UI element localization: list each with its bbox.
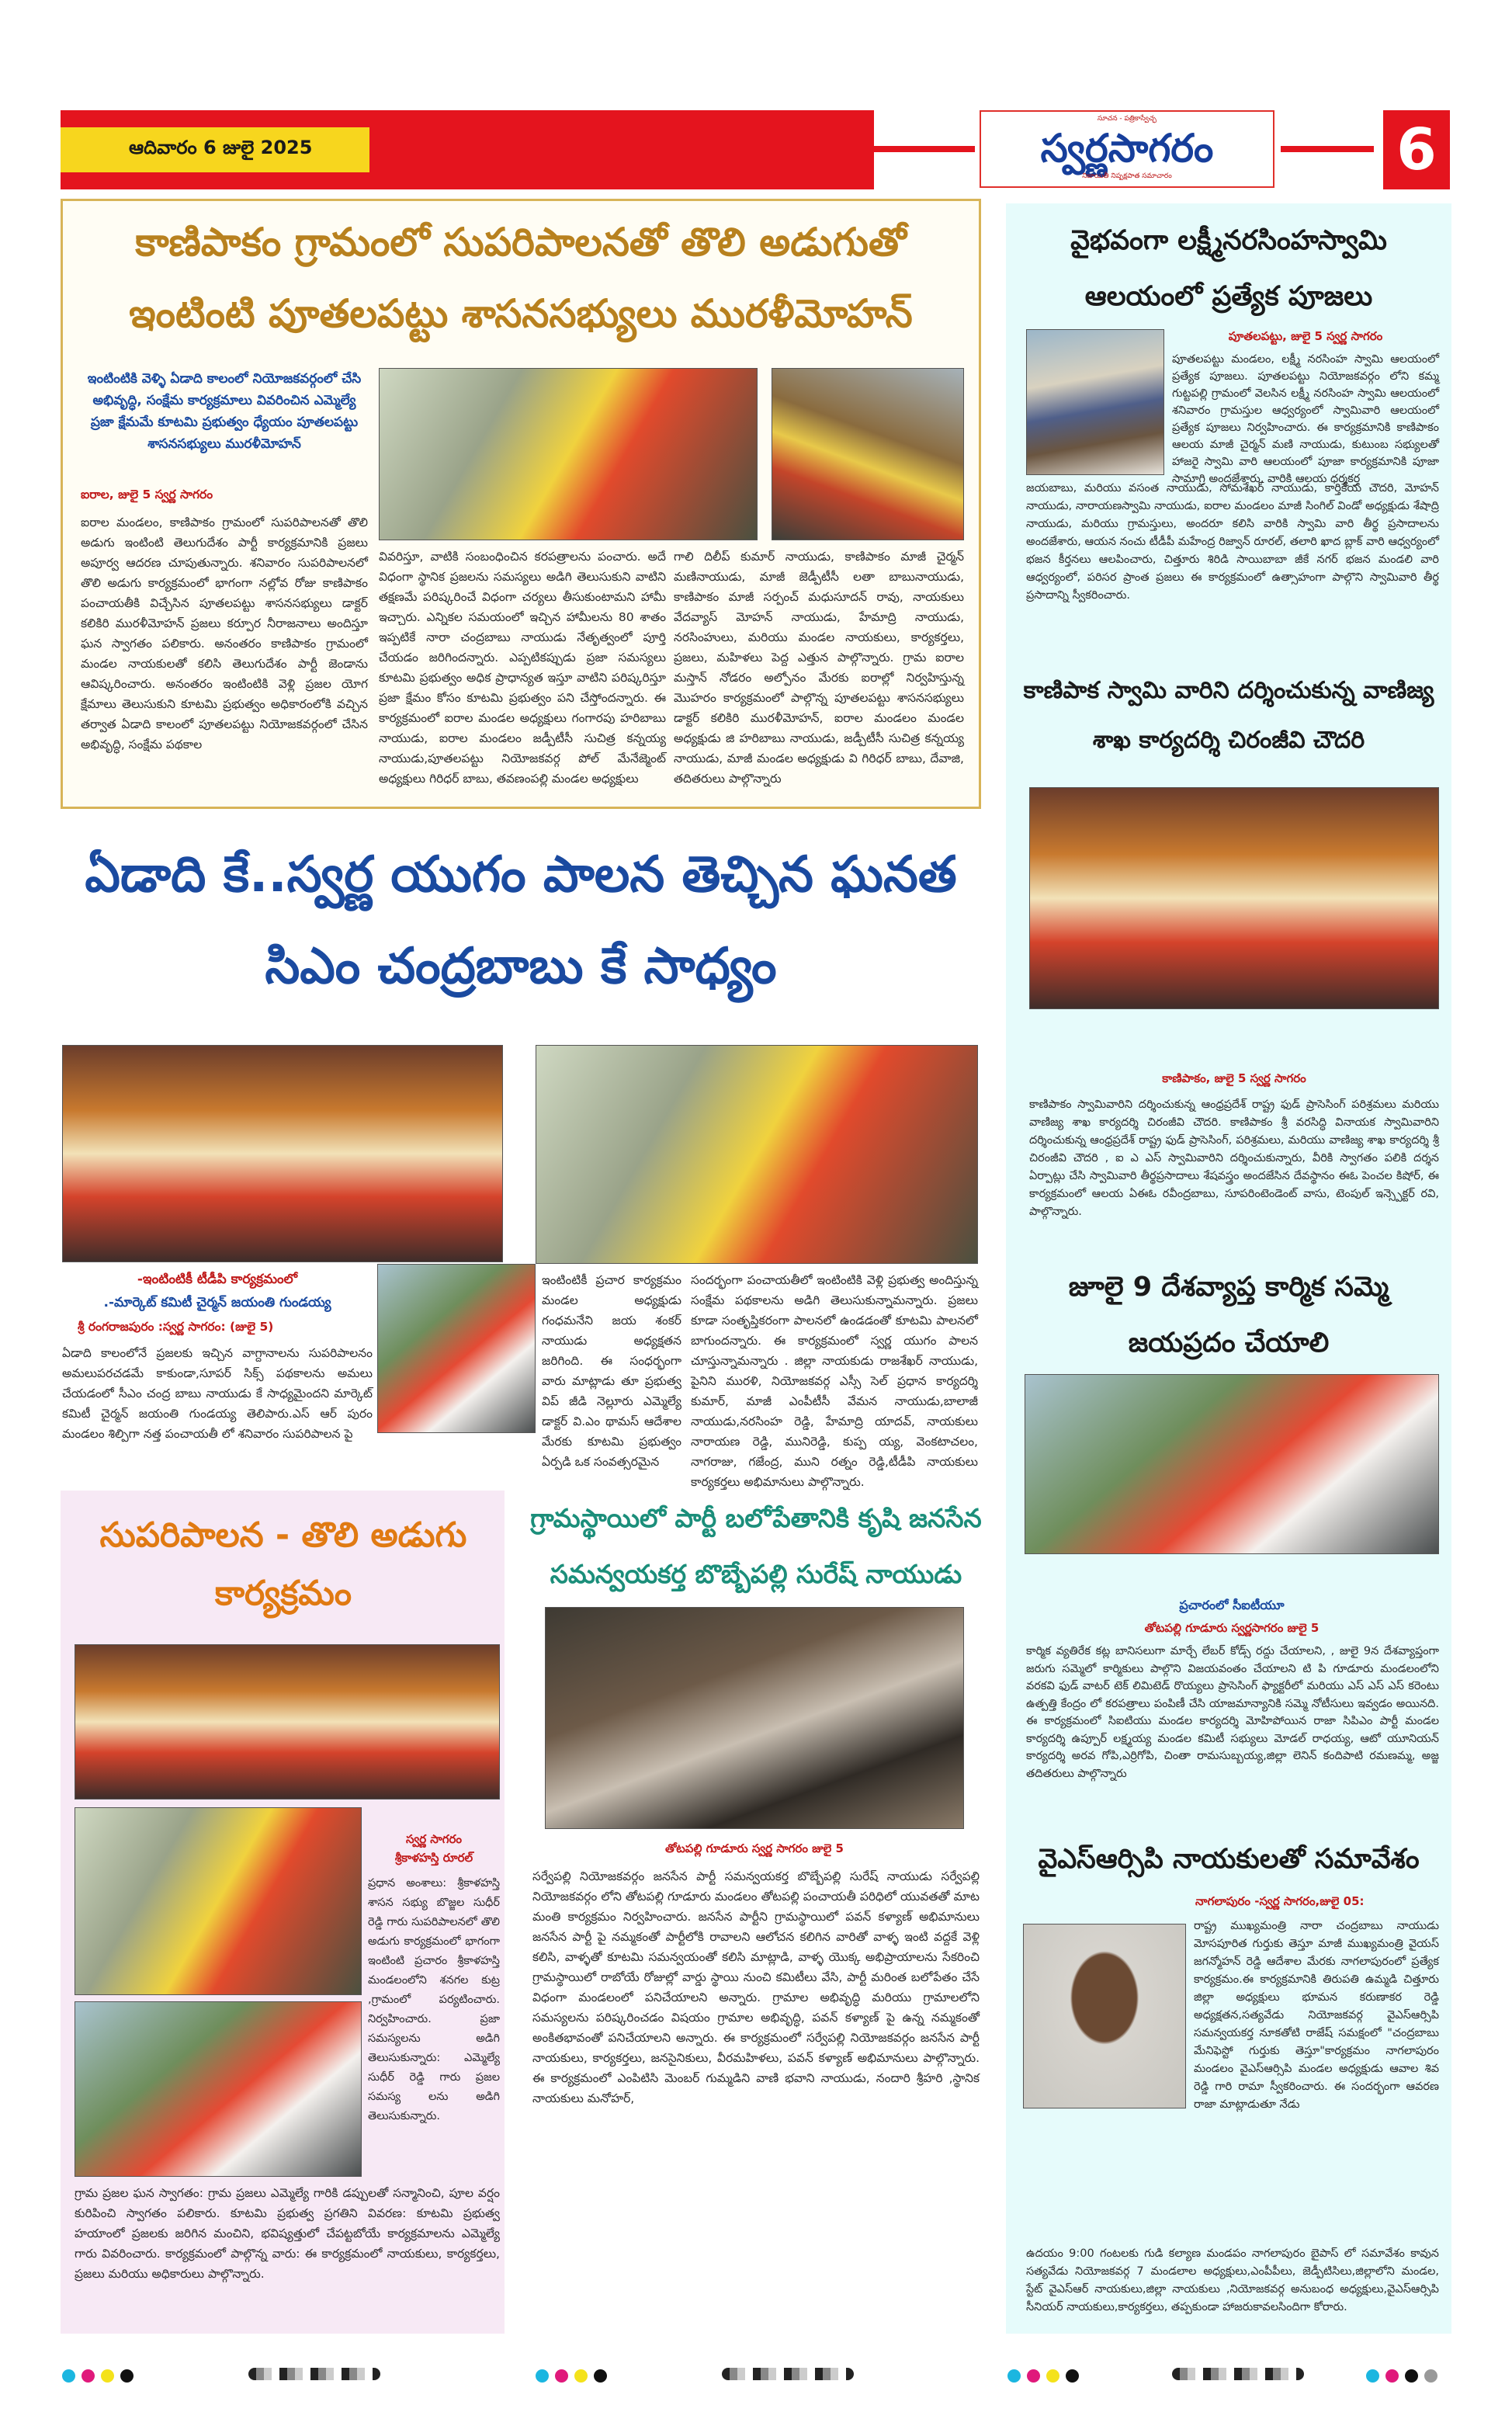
logo-name: స్వర్ణసాగరం	[1040, 125, 1214, 171]
reg-dot-magenta	[555, 2369, 568, 2383]
date-bar	[61, 110, 369, 189]
story6-body: కాణిపాకం స్వామివారిని దర్శించుకున్న ఆంధ్రప్రదేశ్ రాష్ట్ర ఫుడ్ ప్రాసెసింగ్ పరిశ్రమలు మరియు వాణిజ్య శాఖ కార్యదర్శి చిరంజీవి చౌదరి. కాణిపాకం శ్రీ వరసిద్ధి వినాయక స్వామివారిని దర్శించుకున్న ఆంధ్రప్రదేశ్ రాష్ట్ర ఫుడ్ ప్రాసెసింగ్, పరిశ్రమలు, మరియు వాణిజ్య శాఖ కార్యదర్శి శ్రీ చిరంజీవి చౌదరి , ఐ ఎ ఎస్ స్వామివారిని దర్శించుకున్నారు, వీరికి స్వాగతం పలికి దర్శన ఏర్పాట్లు చేసి స్వామివారి తీర్థప్రసాదాలు శేషవస్త్రం అందజేసిన దేవస్థానం ఈఓ పెంచల కిషోర్, ఈ కార్యక్రమంలో ఆలయ ఏఈఓ రవీంద్రబాబు, సూపరింటెండెంట్ వాసు, టెంపుల్ ఇన్స్పెక్టర్ రవి, పాల్గొన్నారు.	[1029, 1098, 1439, 1218]
story2-photo-3	[377, 1264, 536, 1433]
registration-strip-left	[62, 2368, 134, 2383]
masthead-rule-right	[1281, 146, 1374, 152]
story3-headline: సుపరిపాలన - తొలి అడుగు కార్యక్రమం	[99, 1515, 467, 1613]
story8-portrait	[1023, 1924, 1186, 2108]
reg-dot-cyan	[62, 2369, 75, 2383]
reg-dot-black	[120, 2369, 134, 2383]
story8-headline: వైఎస్ఆర్సిపి నాయకులతో సమావేశం	[1038, 1844, 1420, 1875]
reg-dot-yellow	[101, 2369, 114, 2383]
story1-summary	[81, 368, 368, 484]
reg-dot-grey	[1424, 2369, 1437, 2383]
story2-photo-1	[62, 1045, 503, 1262]
story3-photo-1	[75, 1644, 500, 1800]
story4-body: సర్వేపల్లి నియోజకవర్గం జనసేన పార్టీ సమన్వయకర్త బొబ్బేపల్లి సురేష్ నాయుడు సర్వేపల్లి నియోజకవర్గం లోని తోటపల్లి గూడూరు మండలం తోటపల్లి పంచాయతీ పరిధిలో యువతతో మాట మంతి కార్యక్రమం నిర్వహించారు. జనసేన పార్టీని గ్రామస్థాయిలో పవన్ కళ్యాణ్ అభిమానులు జనసేన పార్టీ పై నమ్మకంతో పార్టీలోకి రావాలని ఆలోచన కలిగిన వారితో వాళ్ళ ఇంటి వద్దకే వెళ్లి కలిసి, వాళ్ళతో కూటమి సమన్వయంతో కలిసి మాట్లాడి, వాళ్ళ యొక్క అభిప్రాయాలను సేకరించి గ్రామస్థాయిలో రాబోయే రోజుల్లో వార్డు స్థాయి నుంచి కమిటీలు వేసి, పార్టీ మరింత బలోపేతం చేసే విధంగా మండలంలో పనిచేయాలని అన్నారు. గ్రామాల అభివృద్ధి మరియు గ్రామాలలోని సమస్యలను పరిష్కరించడం విషయం గ్రామాల అభివృద్ధి, పవన్ కళ్యాణ్ పై ఉన్న నమ్మకంతో అంకితభావంతో పనిచేయాలని అన్నారు. ఈ కార్యక్రమంలో సర్వేపల్లి నియోజకవర్గం జనసేన పార్టీ నాయకులు, కార్యకర్తలు, జనసైనికులు, వీరమహిళలు, పవన్ కళ్యాణ్ అభిమానులు పాల్గొన్నారు. ఈ కార్యక్రమంలో ఎంపిటిసి మెంబర్ గుమ్మడిని వాణి భవాని నాయుడు, నందారి శ్రీహరి ,స్థానిక నాయకులు మనోహర్,	[532, 1869, 980, 2105]
story2-col1: ఏడాది కాలంలోనే ప్రజలకు ఇచ్చిన వాగ్దానాలను సుపరిపాలనం అమలుపరచడమే కాకుండా,సూపర్ సిక్స్ పథకాలను అమలు చేయడంలో సీఎం చంద్ర బాబు నాయుడు కే సాధ్యమైందని మార్కెట్ కమిటీ చైర్మన్ జయంతి గుండయ్య తెలిపారు.ఎస్ ఆర్ పురం మండలం శిల్పిగా నత్త పంచాయతీ లో శనివారం సుపరిపాలన పై	[62, 1346, 373, 1441]
registration-strip-right	[1007, 2368, 1079, 2383]
registration-bar-1	[248, 2368, 380, 2380]
story5-photo	[1026, 329, 1164, 475]
story8-body-side: రాష్ట్ర ముఖ్యమంత్రి నారా చంద్రబాబు నాయుడు మోసపూరిత గుర్తుకు తెస్తూ మాజీ ముఖ్యమంత్రి వైయస్ జగన్మోహన్ రెడ్డి ఆదేశాల మేరకు నాగలాపురంలో ప్రత్యేక కార్యక్రమం.ఈ కార్యక్రమానికి తిరుపతి ఉమ్మడి చిత్తూరు జిల్లా అధ్యక్షులు భూమన కరుణాకర రెడ్డి అధ్యక్షతన,సత్యవేడు నియోజకవర్గ వైఎస్ఆర్సిపి సమన్వయకర్త నూకతోటి రాజేష్ సమక్షంలో "చంద్రబాబు మేనిఫెస్టో గుర్తుకు తెస్తూ"కార్యక్రమం నాగలాపురం మండలం వైఎస్ఆర్సిపి మండల అధ్యక్షుడు ఆవాల శివ రెడ్డి గారి రామా స్వీకరించారు. ఈ సందర్భంగా ఆవరణ రాజా మాట్లాడుతూ నేడు	[1194, 1920, 1439, 2111]
story2-col3: సందర్భంగా పంచాయతీలో ఇంటింటికి వెళ్లి ప్రభుత్వ అందిస్తున్న సంక్షేమ పథకాలను అడిగి తెలుసుకున్నామన్నారు. ప్రజలు కూడా సంతృప్తికరంగా పాలనలో ఉండడంతో కూటమి పాలనలో బాగుందన్నారు. ఈ కార్యక్రమంలో స్వర్ణ యుగం పాలన చూస్తున్నామన్నారు . జిల్లా నాయకుడు రాజశేఖర్ నాయుడు, పైనిని మురళి, నియోజకవర్గ ఎస్సీ సెల్ ప్రధాన కార్యదర్శి కుమార్, మాజీ ఎంపీటీసీ వేమన నాయుడు,బాలాజీ నాయుడు,నరసింహ రెడ్డి, హేమాద్రి యాదవ్, నాయకులు నారాయణ రెడ్డి, మునిరెడ్డి, కుప్ప య్య, వెంకటాచలం, నాగరాజు, గజేంద్ర, ముని రత్నం రెడ్డి,టీడీపి నాయకులు కార్యకర్తలు అభిమానులు పాల్గొన్నారు.	[691, 1273, 978, 1489]
masthead-rule-left	[874, 146, 975, 152]
reg-dot-magenta	[81, 2369, 95, 2383]
story7-photo	[1025, 1374, 1439, 1554]
issue-date: ఆదివారం 6 జులై 2025	[61, 127, 369, 172]
reg-dot-cyan	[1007, 2369, 1021, 2383]
story2-dateline: శ్రీ రంగరాజపురం :స్వర్ణ సాగరం: (జులై 5)	[78, 1320, 274, 1334]
reg-dot-yellow	[1046, 2369, 1059, 2383]
story3-side-text: ప్రధాన అంశాలు: శ్రీకాళహస్తి శాసన సభ్యు బొజ్జల సుధీర్ రెడ్డి గారు సుపరిపాలనలో తొలి అడుగు కార్యక్రమంలో భాగంగా ఇంటింటి ప్రచారం శ్రీకాళహస్తి మండలంలోని శనగల కుట్ర ,గ్రామంలో పర్యటించారు. నిర్వహించారు. ప్రజా సమస్యలను అడిగి తెలుసుకున్నారు: ఎమ్మెల్యే సుధీర్ రెడ్డి గారు ప్రజల సమస్య లను అడిగి తెలుసుకున్నారు.	[368, 1877, 500, 2122]
story2-col2: ఇంటింటికీ ప్రచార కార్యక్రమం మండల అధ్యక్షుడు గంధమనేని జయ శంకర్ నాయుడు అధ్యక్షతన జరిగింది. ఈ సంధర్భంగా వారు మాట్లాడు తూ ప్రభుత్వ విప్ జీడి నెల్లూరు ఎమ్మెల్యే డాక్టర్ వి.ఎం థామస్ ఆదేశాల మేరకు కూటమి ప్రభుత్వం ఏర్పడి ఒక సంవత్సరమైన	[542, 1273, 681, 1469]
story3-dateline-line1: స్వర్ణ సాగరం	[405, 1832, 463, 1846]
logo-subtitle: నిజాయితీ నిష్పక్షపాత సమాచారం	[1082, 172, 1172, 180]
newspaper-logo	[980, 110, 1274, 188]
story6-photo	[1029, 787, 1439, 1009]
story2-caption-line1: -ఇంటింటికీ టీడీపి కార్యక్రమంలో	[137, 1272, 298, 1287]
registration-bar-3	[1172, 2368, 1304, 2380]
story2-caption-line2: .-మార్కెట్ కమిటీ చైర్మన్ జయంతి గుండయ్య	[103, 1295, 331, 1310]
story4-headline: గ్రామస్థాయిలో పార్టీ బలోపేతానికి కృషి జనసేన సమన్వయకర్త బొబ్బేపల్లి సురేష్ నాయుడు	[530, 1503, 982, 1589]
story3-photo-3	[75, 2001, 362, 2177]
story5-body-bottom: జయబాబు, మరియు వసంత నాయుడు, సోమశేఖర్ నాయుడు, కార్తికేయ చౌదరి, మోహన్ నాయుడు, నారాయణస్వామి నాయుడు, ఐరాల మండలం మాజీ సింగిల్ విండో అధ్యక్షుడు శేషాద్రి నాయుడు, మరియు గ్రామస్తులు, అందరూ కలిసి వారికి స్వామి వారి తీర్థ ప్రసాదాలను అందజేశారు, ఆయన నంచు టీడీపీ మహేంద్ర రిజ్వాన్ రూరల్, తలారి ఖాద బ్లాక్ వారి ఆధ్వర్యంలో భజన కీర్తనలు ఆలపించారు, చిత్తూరు శిరిడి సాయిబాబా జీకే నగర్ భజన మండలి వారి ఆధ్వర్యంలో, పరిసర ప్రాంత ప్రజలు ఈ కార్యక్రమంలో ఉత్సాహంగా పాల్గొని స్వామివారి తీర్థ ప్రసాదాన్ని స్వీకరించారు.	[1026, 482, 1439, 602]
registration-strip-far-right	[1366, 2368, 1437, 2383]
reg-dot-black	[1405, 2369, 1418, 2383]
story1-headline: కాణిపాకం గ్రామంలో సుపరిపాలనతో తొలి అడుగుతో ఇంటింటి పూతలపట్టు శాసనసభ్యులు మురళీమోహన్	[129, 220, 913, 336]
reg-dot-black	[1066, 2369, 1079, 2383]
story1-col3: గాలి దిలీప్ కుమార్ నాయుడు, కాణిపాకం మాజీ చైర్మన్ మణినాయుడు, మాజీ జెడ్పీటీసీ లతా బాబునాయుడు, కాణిపాకం మాజీ సర్పంచ్ మధుసూదన్ రావు, నాయకులు వేదవ్యాస్ మోహన్ నాయుడు, హేమాద్రి నాయుడు, నరసింహులు, మరియు మండల నాయకులు, కార్యకర్తలు, ప్రజలు, మహిళలు పెద్ద ఎత్తున పాల్గొన్నారు. గ్రామ ఐరాల మస్తాన్ నోడరం అల్పోనం మేరకు ఐరాల్లో నిర్వహిస్తున్న మొహరం కార్యక్రమంలో పాల్గొన్న పూతలపట్టు శాసనసభ్యులు డాక్టర్ కలికిరి మురళీమోహన్, ఐరాల మండలం మండల అధ్యక్షుడు జి హరిబాబు నాయుడు, జడ్పీటీసీ సుచిత్ర కన్నయ్య నాయుడు, మాజీ మండల అధ్యక్షుడు వి గిరిధర్ బాబు, దేవాజి, తదితరులు పాల్గొన్నారు	[674, 550, 964, 786]
story6-headline: కాణిపాక స్వామి వారిని దర్శించుకున్న వాణిజ్య శాఖ కార్యదర్శి చిరంజీవి చౌదరి	[1023, 677, 1434, 754]
reg-dot-magenta	[1385, 2369, 1399, 2383]
story5-body-top: పూతలపట్టు మండలం, లక్ష్మీ నరసింహ స్వామి ఆలయంలో ప్రత్యేక పూజలు. పూతలపట్టు నియోజకవర్గం లోని కమ్మ గుట్టపల్లి గ్రామంలో వెలసిన లక్ష్మీ నరసింహ స్వామి ఆలయంలో శనివారం గ్రామస్తుల ఆధ్వర్యంలో స్వామివారి ఆలయంలో ప్రత్యేక పూజలు నిర్వహించారు. ఈ కార్యక్రమానికి కాణిపాకం ఆలయ మాజీ చైర్మన్ మణి నాయుడు, కుటుంబ సభ్యులతో హాజరై స్వామి వారి ఆలయంలో పూజా కార్యక్రమానికి పూజా సామాగ్రి అందజేశారు, వారికి ఆలయ ధర్మకర్త	[1172, 353, 1439, 485]
story7-caption: ప్రచారంలో సీఐటీయూ	[1179, 1598, 1285, 1612]
reg-dot-yellow	[574, 2369, 588, 2383]
story1-dateline: ఐరాల, జులై 5 స్వర్ణ సాగరం	[81, 488, 213, 502]
story2-headline: ఏడాది కే..స్వర్ణ యుగం పాలన తెచ్చిన ఘనత సిఎం చంద్రబాబు కే సాధ్యం	[85, 846, 957, 995]
story1-summary-text: ఇంటింటికి వెళ్ళి ఏడాది కాలంలో నియోజకవర్గంలో చేసి అభివృద్ధి, సంక్షేమ కార్యక్రమాలు వివరించిన ఎమ్మెల్యే ప్రజా క్షేమమే కూటమి ప్రభుత్వం ధ్యేయం పూతలపట్టు శాసనసభ్యులు మురళీమోహన్	[87, 371, 362, 452]
story7-headline: జూలై 9 దేశవ్యాప్త కార్మిక సమ్మె జయప్రదం చేయాలి	[1068, 1272, 1389, 1359]
reg-dot-cyan	[536, 2369, 549, 2383]
page-number: 6	[1383, 110, 1450, 189]
masthead-red-band	[369, 110, 874, 189]
registration-strip-mid	[536, 2368, 607, 2383]
story3-bottom-text: గ్రామ ప్రజల ఘన స్వాగతం: గ్రామ ప్రజలు ఎమ్మెల్యే గారికి డప్పులతో సన్మానించి, పూల వర్షం కురిపించి స్వాగతం పలికారు. కూటమి ప్రభుత్వ ప్రగతిని వివరణ: కూటమి ప్రభుత్వ హయాంలో ప్రజలకు జరిగిన మంచిని, భవిష్యత్తులో చేపట్టబోయే కార్యక్రమాలను ఎమ్మెల్యే గారు వివరించారు. కార్యక్రమంలో పాల్గొన్న వారు: ఈ కార్యక్రమంలో నాయకులు, కార్యకర్తలు, ప్రజలు మరియు అధికారులు పాల్గొన్నారు.	[75, 2186, 500, 2281]
story1-col2: వివరిస్తూ, వాటికి సంబంధించిన కరపత్రాలను పంచారు. అదే విధంగా స్థానిక ప్రజలను సమస్యలు అడిగి తెలుసుకుని వాటిని తక్షణమే పరిష్కరించే విధంగా చర్యలు తీసుకుంటామని హామీ ఇచ్చారు. ఎన్నికల సమయంలో ఇచ్చిన హామీలను 80 శాతం ఇప్పటికే నారా చంద్రబాబు నాయుడు నేతృత్వంలో పూర్తి చేయడం జరిగిందన్నారు. ఎప్పటికప్పుడు ప్రజా సమస్యలు కూటమి ప్రభుత్వం అధిక ప్రాధాన్యత ఇస్తూ వాటిని పరిష్కరిస్తూ ప్రజా క్షేమం కోసం కూటమి ప్రభుత్వం పని చేస్తోందన్నారు. ఈ కార్యక్రమంలో ఐరాల మండల అధ్యక్షులు గంగారపు హరిబాబు నాయుడు, ఐరాల మండలం జడ్పీటీసీ సుచిత్ర కన్నయ్య నాయుడు,పూతలపట్టు నియోజకవర్గ పోల్ మేనేజ్మెంట్ అధ్యక్షులు గిరిధర్ బాబు, తవణంపల్లి మండల అధ్యక్షులు	[379, 550, 666, 786]
story1-photo-1	[379, 368, 758, 540]
reg-dot-cyan	[1366, 2369, 1379, 2383]
story1-photo-2	[772, 368, 964, 540]
story8-dateline: నాగలాపురం -స్వర్ణ సాగరం,జులై 05:	[1195, 1894, 1365, 1908]
reg-dot-magenta	[1027, 2369, 1040, 2383]
story2-photo-2	[536, 1045, 978, 1264]
registration-bar-2	[722, 2368, 854, 2380]
story3-photo-2	[75, 1807, 362, 1995]
story7-dateline: తోటపల్లి గూడూరు స్వర్ణసాగరం జులై 5	[1144, 1621, 1320, 1635]
logo-tagline: సూచన - పత్రికాస్వేచ్ఛ	[1098, 115, 1157, 123]
story1-col1: ఐరాల మండలం, కాణిపాకం గ్రామంలో సుపరిపాలనతో తొలి అడుగు ఇంటింటి తెలుగుదేశం పార్టీ కార్యక్రమానికి ప్రజలు అపూర్వ ఆదరణ చూపుతున్నారు. శనివారం సుపరిపాలనలో తొలి అడుగు కార్యక్రమంలో భాగంగా నల్లోవ రోజు కాణిపాకం పంచాయతీకి విచ్చేసిన పూతలపట్టు శాసనసభ్యులు డాక్టర్ కలికిరి మురళీమోహన్ ప్రజలు కర్పూర నీరాజనాలు అందిస్తూ ఘన స్వాగతం పలికారు. అనంతరం కాణిపాకం గ్రామంలో మండల నాయకులతో కలిసి తెలుగుదేశం పార్టీ జెండాను ఆవిష్కరించారు. అనంతరం ఇంటింటికి వెళ్లి ప్రజల యోగ క్షేమాలు తెలుసుకుని కూటమి ప్రభుత్వం అధికారంలోకి వచ్చిన తర్వాత ఏడాది కాలంలో పూతలపట్టు నియోజకవర్గంలో చేసిన అభివృద్ధి, సంక్షేమ పథకాల	[81, 515, 368, 751]
story8-body-bottom: ఉదయం 9:00 గంటలకు గుడి కల్యాణ మండపం నాగలాపురం బైపాస్ లో సమావేశం కావున సత్యవేడు నియోజకవర్గ 7 మండలాల అధ్యక్షులు,ఎంపీపీలు, జెడ్పీటిసిలు,జిల్లాలోని మండల, స్టేట్ వైఎస్ఆర్ నాయకులు,జిల్లా నాయకులు ,నియోజకవర్గ అనుబంధ అధ్యక్షులు,వైఎస్ఆర్సిపి సీనియర్ నాయకులు,కార్యకర్తలు, తప్పకుండా హాజరుకావలసిందిగా కోరారు.	[1026, 2247, 1439, 2313]
story5-dateline: పూతలపట్టు, జులై 5 స్వర్ణ సాగరం	[1228, 329, 1383, 343]
story7-body: కార్మిక వ్యతిరేక కట్ల బానిసలుగా మార్చే లేబర్ కోడ్స్ రద్దు చేయాలని, , జులై 9న దేశవ్యాప్తంగా జరుగు సమ్మెలో కార్మికులు పాల్గొని విజయవంతం చేయాలని టి పి గూడూరు మండలంలోని వరకవి ఫుడ్ వాటర్ టెక్ లిమిటెడ్ రొయ్యలు ప్రాసెసింగ్ ఫ్యాక్టరీలో మరియు ఎస్ ఎస్ ఎస్ కరెంటు ఉత్పత్తి కేంద్రం లో కరపత్రాలు పంపిణీ చేసి యాజమాన్యానికి సమ్మె నోటీసులు ఇవ్వడం అయినది. ఈ కార్యక్రమంలో సిఐటియు మండల కార్యదర్శి మోహిపోయిన రాజా సిపిఎం పార్టీ మండల కార్యదర్శి ఉప్పూర్ లక్ష్మయ్య మండల కమిటీ సభ్యులు మోడల్ రాధయ్య, ఆటో యూనియన్ కార్యదర్శి అరవ గోపి,ఎర్రిగోపి, చింతా రామసుబ్బయ్య,జిల్లా లెనిన్ కందిపాటి రమణమ్మ, అజ్జ తదితరులు పాల్గొన్నారు	[1026, 1645, 1439, 1780]
reg-dot-black	[594, 2369, 607, 2383]
story4-dateline: తోటపల్లి గూడూరు స్వర్ణ సాగరం జులై 5	[665, 1841, 844, 1855]
story5-headline: వైభవంగా లక్ష్మీనరసింహస్వామి ఆలయంలో ప్రత్యేక పూజలు	[1070, 225, 1387, 312]
story3-dateline-line2: శ్రీకాళహస్తి రూరల్	[394, 1851, 473, 1865]
story4-photo	[545, 1607, 964, 1829]
story6-dateline: కాణిపాకం, జులై 5 స్వర్ణ సాగరం	[1162, 1071, 1306, 1085]
